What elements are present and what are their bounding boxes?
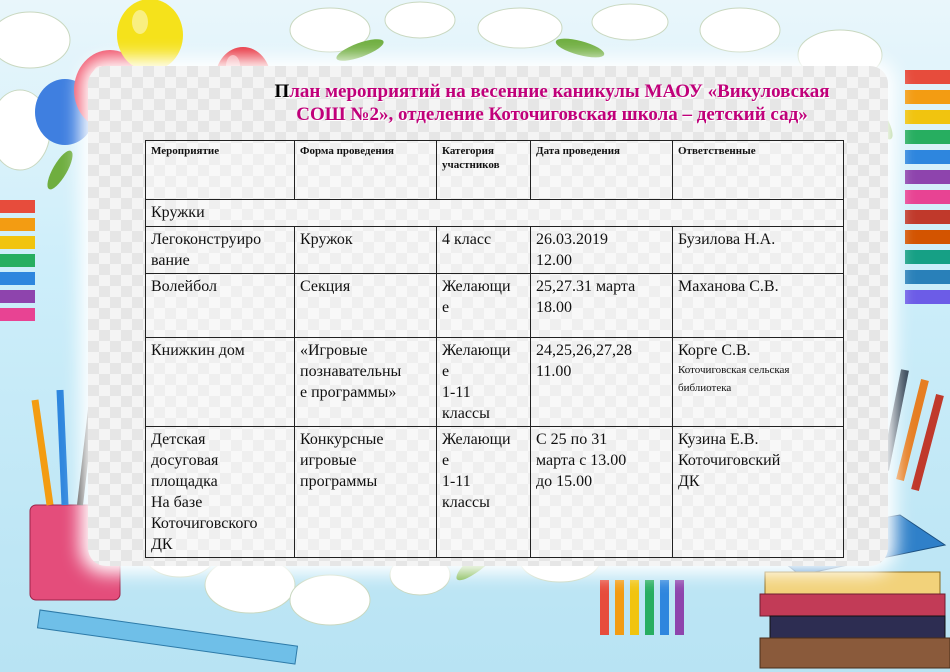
cell-date: С 25 по 31 марта с 13.00 до 15.00 <box>531 427 673 558</box>
cell-responsible <box>673 274 844 338</box>
cell-form: Кружок <box>295 227 437 274</box>
page-title <box>262 80 842 126</box>
table-row <box>146 338 844 427</box>
title-first-letter: П <box>274 81 290 102</box>
responsible-note: Коточиговская сельская библиотека <box>678 364 790 394</box>
responsible-name: Маханова С.В. <box>678 278 779 295</box>
table-row <box>146 227 844 274</box>
events-table <box>145 140 844 558</box>
cell-form: Секция <box>295 274 437 338</box>
header-date: Дата проведения <box>531 141 673 200</box>
cell-date: 25,27.31 марта 18.00 <box>531 274 673 338</box>
responsible-name: Корге С.В. <box>678 342 751 359</box>
cell-responsible <box>673 427 844 558</box>
header-responsible: Ответственные <box>673 141 844 200</box>
pencils-right <box>905 70 950 304</box>
cell-category: 4 класс <box>437 227 531 274</box>
cell-event: Детская досуговая площадка На базе Коточиговского ДК <box>146 427 295 558</box>
header-category: Категория участников <box>437 141 531 200</box>
cell-category: Желающи е <box>437 274 531 338</box>
table-row <box>146 274 844 338</box>
pencils-left <box>0 200 35 321</box>
table-row <box>146 427 844 558</box>
cell-form: Конкурсные игровые программы <box>295 427 437 558</box>
section-row <box>146 200 844 227</box>
title-text: лан мероприятий на весенние каникулы МАОУ «Викуловская СОШ №2», отделение Коточиговская школа – детский сад» <box>289 81 830 125</box>
section-title: Кружки <box>146 200 844 227</box>
cell-date: 26.03.2019 12.00 <box>531 227 673 274</box>
responsible-name: Кузина Е.В. Коточиговский ДК <box>678 431 781 490</box>
header-event: Мероприятие <box>146 141 295 200</box>
cell-date: 24,25,26,27,28 11.00 <box>531 338 673 427</box>
cell-form: «Игровые познавательны е программы» <box>295 338 437 427</box>
header-form: Форма проведения <box>295 141 437 200</box>
cell-responsible <box>673 227 844 274</box>
cell-responsible <box>673 338 844 427</box>
cell-category: Желающи е 1-11 классы <box>437 338 531 427</box>
cell-category: Желающи е 1-11 классы <box>437 427 531 558</box>
cell-event: Легоконструиро вание <box>146 227 295 274</box>
cell-event: Книжкин дом <box>146 338 295 427</box>
pencils-holder-right <box>885 370 940 490</box>
cell-event: Волейбол <box>146 274 295 338</box>
table-header-row <box>146 141 844 200</box>
responsible-name: Бузилова Н.А. <box>678 231 776 248</box>
